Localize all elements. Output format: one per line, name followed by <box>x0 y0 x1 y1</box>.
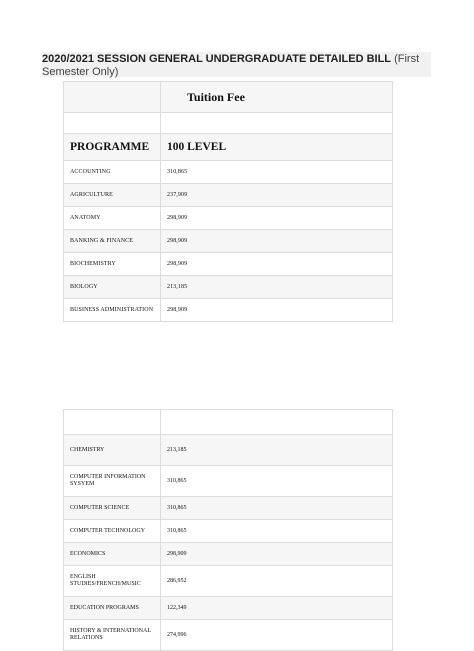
table-row <box>64 520 393 543</box>
table-row <box>64 161 393 184</box>
fee-header-row <box>64 82 393 113</box>
table-row <box>64 620 393 651</box>
tuition-fee-table-1 <box>63 81 393 322</box>
programme-cell: BANKING & FINANCE <box>64 230 161 253</box>
fee-cell: 274,996 <box>161 620 393 651</box>
programme-cell: BIOLOGY <box>64 276 161 299</box>
fee-cell: 310,865 <box>161 520 393 543</box>
blank-row <box>64 113 393 134</box>
empty-cell <box>64 113 161 134</box>
programme-cell: HISTORY & INTERNATIONAL RELATIONS <box>64 620 161 651</box>
programme-cell: EDUCATION PROGRAMS <box>64 597 161 620</box>
fee-cell: 298,909 <box>161 543 393 566</box>
empty-cell <box>64 82 161 113</box>
table-row <box>64 253 393 276</box>
fee-cell: 213,185 <box>161 435 393 466</box>
title-bold: 2020/2021 SESSION GENERAL UNDERGRADUATE DETAILED BILL <box>42 53 392 65</box>
fee-cell: 298,909 <box>161 207 393 230</box>
fee-cell: 298,909 <box>161 253 393 276</box>
programme-header: PROGRAMME <box>64 134 161 161</box>
fee-cell: 310,865 <box>161 161 393 184</box>
fee-cell: 213,185 <box>161 276 393 299</box>
empty-cell <box>161 113 393 134</box>
fee-cell: 286,952 <box>161 566 393 597</box>
programme-cell: ACCOUNTING <box>64 161 161 184</box>
fee-cell: 310,865 <box>161 466 393 497</box>
level-header: 100 LEVEL <box>161 134 393 161</box>
fee-cell: 122,349 <box>161 597 393 620</box>
programme-cell: CHEMISTRY <box>64 435 161 466</box>
programme-cell: ENGLISH STUDIES/FRENCH/MUSIC <box>64 566 161 597</box>
table-row <box>64 276 393 299</box>
programme-cell: COMPUTER INFORMATION SYSYEM <box>64 466 161 497</box>
programme-cell: AGRICULTURE <box>64 184 161 207</box>
programme-cell: BIOCHEMISTRY <box>64 253 161 276</box>
programme-cell: ECONOMICS <box>64 543 161 566</box>
fee-cell: 310,865 <box>161 497 393 520</box>
programme-cell: ANATOMY <box>64 207 161 230</box>
programme-cell: COMPUTER SCIENCE <box>64 497 161 520</box>
fee-cell: 298,909 <box>161 299 393 322</box>
table-row <box>64 543 393 566</box>
tuition-fee-table-2 <box>63 409 393 651</box>
programme-cell: BUSINESS ADMINISTRATION <box>64 299 161 322</box>
table-row <box>64 466 393 497</box>
tuition-fee-header: Tuition Fee <box>161 82 393 113</box>
title-subtitle: (First Semester Only) <box>42 53 420 78</box>
table-row <box>64 435 393 466</box>
table-row <box>64 184 393 207</box>
document-title <box>42 52 431 77</box>
empty-cell <box>161 410 393 435</box>
table-row <box>64 230 393 253</box>
fee-cell: 298,909 <box>161 230 393 253</box>
table-row <box>64 566 393 597</box>
table-row <box>64 497 393 520</box>
table-row <box>64 299 393 322</box>
empty-cell <box>64 410 161 435</box>
programme-cell: COMPUTER TECHNOLOGY <box>64 520 161 543</box>
blank-row <box>64 410 393 435</box>
table-row <box>64 207 393 230</box>
table-row <box>64 597 393 620</box>
fee-cell: 237,909 <box>161 184 393 207</box>
column-header-row <box>64 134 393 161</box>
